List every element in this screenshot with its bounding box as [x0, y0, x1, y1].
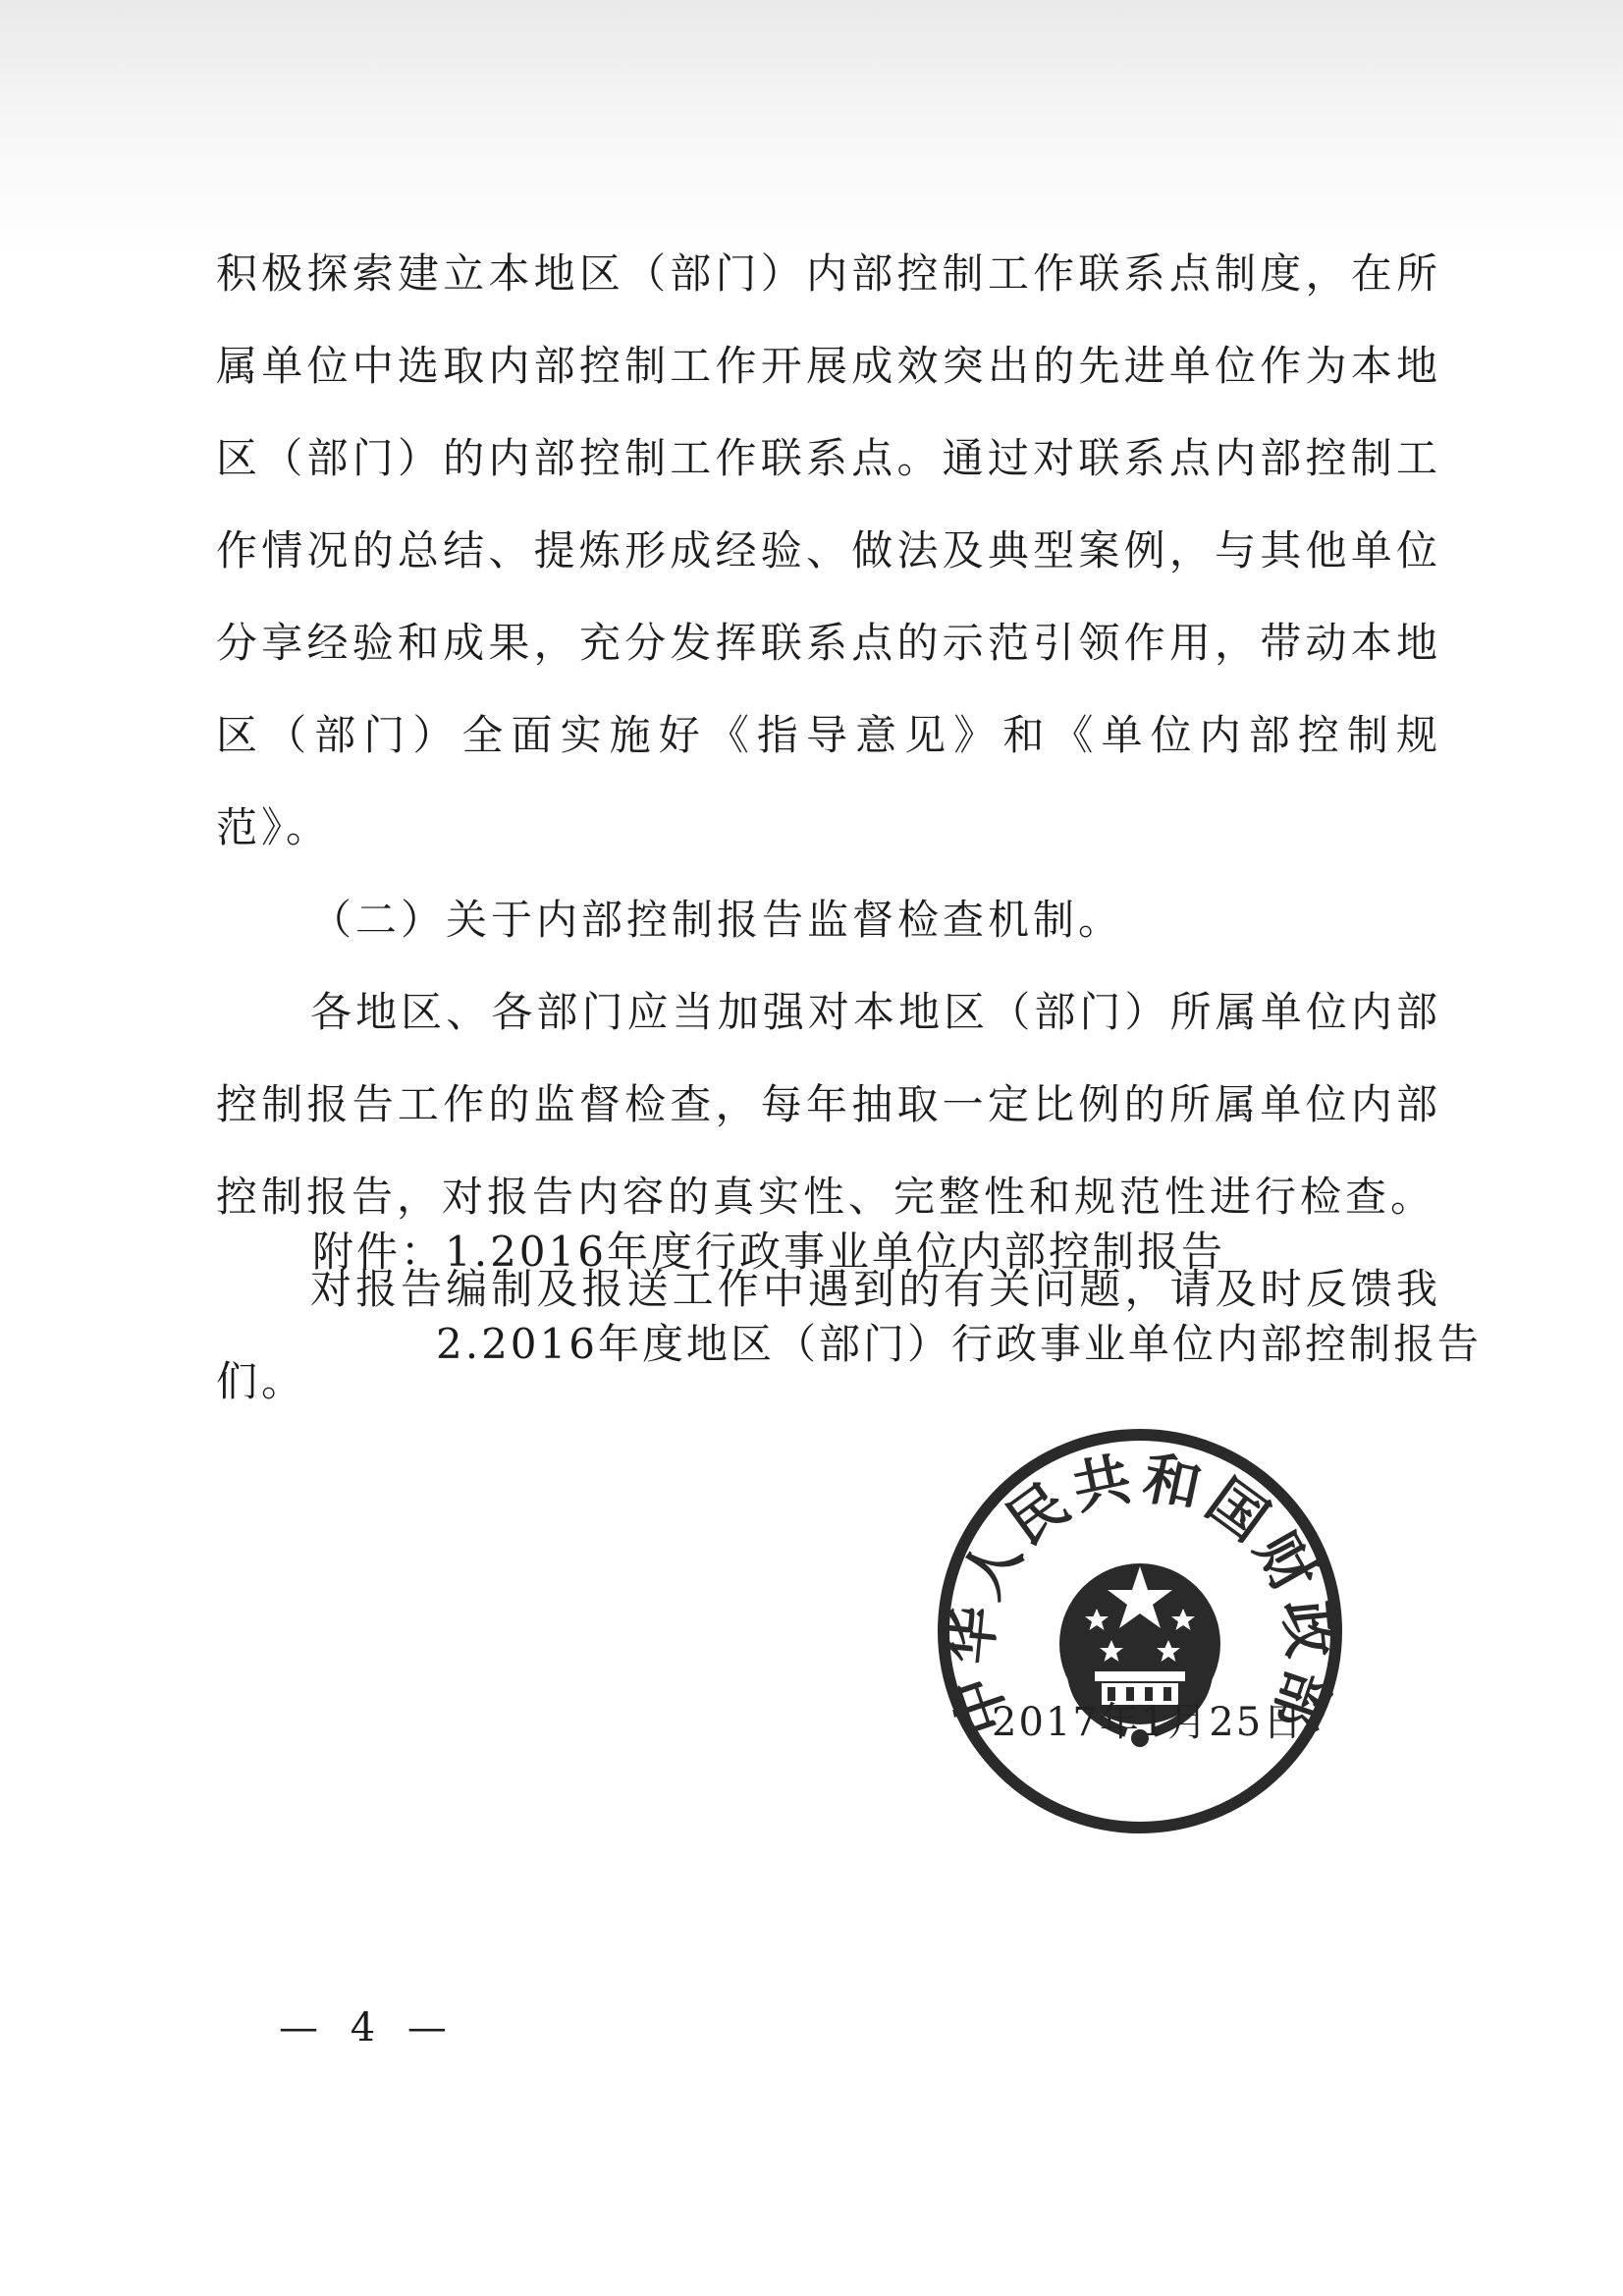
- paragraph-2: 各地区、各部门应当加强对本地区（部门）所属单位内部控制报告工作的监督检查，每年抽取一定比例的所属单位内部控制报告，对报告内容的真实性、完整性和规范性进行检查。: [216, 988, 1441, 1221]
- page-number: — 4 —: [279, 2005, 457, 2050]
- issue-date: 2017年1月25日: [992, 1700, 1305, 1745]
- attachment-item-2: 2.2016年度地区（部门）行政事业单位内部控制报告: [436, 1320, 1482, 1368]
- attachment-label: 附件：: [312, 1228, 446, 1276]
- attachments: [312, 1206, 1482, 1391]
- attachment-line-1: [312, 1206, 1482, 1298]
- seal-ring-text: 中华人民共和国财政部: [935, 1444, 1345, 1743]
- section-heading: （二）关于内部控制报告监督检查机制。: [310, 896, 1124, 944]
- seal-graphic: [935, 1426, 1345, 1836]
- attachment-line-2: [312, 1298, 1482, 1391]
- attachment-item-1: 1.2016年度行政事业单位内部控制报告: [445, 1228, 1225, 1276]
- paragraph-1: 积极探索建立本地区（部门）内部控制工作联系点制度，在所属单位中选取内部控制工作开展成效突出的先进单位作为本地区（部门）的内部控制工作联系点。通过对联系点内部控制工作情况的总结、提炼形成经验、做法及典型案例，与其他单位分享经验和成果，充分发挥联系点的示范引领作用，带动本地区（部门）全面实施好《指导意见》和《单位内部控制规范》。: [216, 249, 1441, 851]
- paragraph-3: 对报告编制及报送工作中遇到的有关问题，请及时反馈我们。: [216, 1265, 1441, 1405]
- official-seal: [935, 1426, 1345, 1836]
